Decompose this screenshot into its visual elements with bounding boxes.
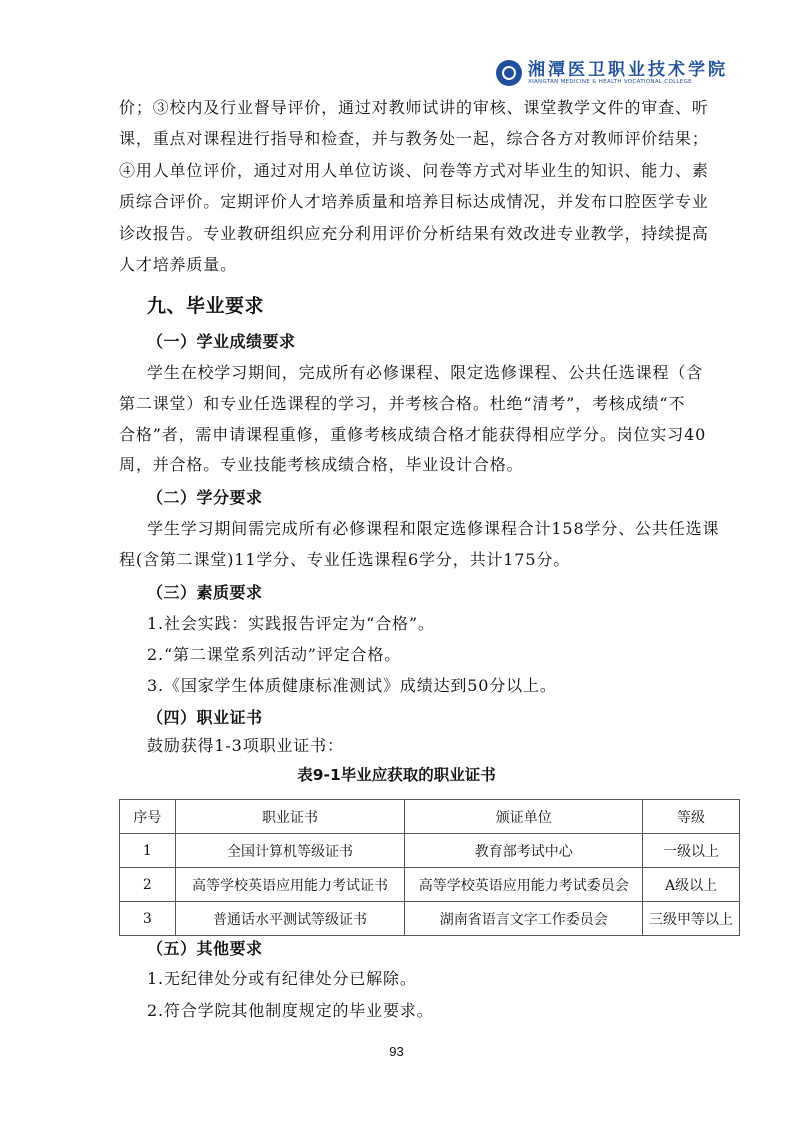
paragraph-line: 学生在校学习期间，完成所有必修课程、限定选修课程、公共任选课程（含 <box>147 363 704 382</box>
page-number: 93 <box>389 1044 404 1059</box>
header-cell: 等级 <box>643 800 740 834</box>
paragraph-line: 合格”者，需申请课程重修，重修考核成绩合格才能获得相应学分。岗位实习40 <box>119 425 707 444</box>
subsection-title: （三）素质要求 <box>147 583 263 602</box>
table-cell: 全国计算机等级证书 <box>175 834 405 868</box>
table-cell: 湖南省语言文字工作委员会 <box>405 902 643 936</box>
paragraph-line: 课，重点对课程进行指导和检查，并与教务处一起，综合各方对教师评价结果； <box>119 129 709 148</box>
table-cell: 三级甲等以上 <box>643 902 740 936</box>
header-cell: 职业证书 <box>175 800 405 834</box>
logo-chinese-name: 湘潭医卫职业技术学院 <box>528 59 728 80</box>
table-row <box>120 834 740 868</box>
table-row <box>120 902 740 936</box>
list-item: 2.“第二课堂系列活动”评定合格。 <box>147 645 402 664</box>
certificate-table <box>119 799 740 936</box>
paragraph-line: 人才培养质量。 <box>119 255 237 274</box>
header-cell: 序号 <box>120 800 176 834</box>
paragraph-line: 第二课堂）和专业任选课程的学习，并考核合格。杜绝“清考”，考核成绩“不 <box>119 394 686 413</box>
logo-english-name: XIANGTAN MEDICINE & HEALTH VOCATIONAL COLLEGE <box>528 78 692 85</box>
paragraph-line: 质综合评价。定期评价人才培养质量和培养目标达成情况，并发布口腔医学专业 <box>119 192 709 211</box>
header-cell: 颁证单位 <box>405 800 643 834</box>
section-title: 九、毕业要求 <box>147 295 265 317</box>
table-header-row <box>120 800 740 834</box>
table-cell: 一级以上 <box>643 834 740 868</box>
paragraph-line: 程(含第二课堂)11学分、专业任选课程6学分，共计175分。 <box>119 550 571 569</box>
paragraph-line: 周，并合格。专业技能考核成绩合格，毕业设计合格。 <box>119 455 524 474</box>
subsection-title: （五）其他要求 <box>147 939 263 958</box>
list-item: 1.无纪律处分或有纪律处分已解除。 <box>147 969 417 988</box>
paragraph-line: ④用人单位评价，通过对用人单位访谈、问卷等方式对毕业生的知识、能力、素 <box>119 161 709 180</box>
list-item: 3.《国家学生体质健康标准测试》成绩达到50分以上。 <box>147 676 557 695</box>
table-cell: 2 <box>120 868 176 902</box>
table-cell: 高等学校英语应用能力考试证书 <box>175 868 405 902</box>
paragraph-line: 诊改报告。专业教研组织应充分利用评价分析结果有效改进专业教学，持续提高 <box>119 224 709 243</box>
table-cell: 1 <box>120 834 176 868</box>
subsection-title: （一）学业成绩要求 <box>147 332 296 351</box>
table-cell: A级以上 <box>643 868 740 902</box>
table-cell: 普通话水平测试等级证书 <box>175 902 405 936</box>
table-row <box>120 868 740 902</box>
table-caption: 表9-1毕业应获取的职业证书 <box>297 766 496 784</box>
table-cell: 3 <box>120 902 176 936</box>
subsection-title: （二）学分要求 <box>147 488 263 507</box>
paragraph-line: 学生学习期间需完成所有必修课程和限定选修课程合计158学分、公共任选课 <box>147 519 720 538</box>
paragraph-line: 鼓励获得1-3项职业证书： <box>147 736 344 755</box>
list-item: 1.社会实践：实践报告评定为“合格”。 <box>147 614 435 633</box>
paragraph-line: 价；③校内及行业督导评价，通过对教师试讲的审核、课堂教学文件的审查、听 <box>119 98 709 117</box>
college-logo <box>496 60 728 86</box>
table-cell: 高等学校英语应用能力考试委员会 <box>405 868 643 902</box>
subsection-title: （四）职业证书 <box>147 708 263 727</box>
table-cell: 教育部考试中心 <box>405 834 643 868</box>
list-item: 2.符合学院其他制度规定的毕业要求。 <box>147 1001 434 1020</box>
college-seal-icon <box>496 60 522 86</box>
